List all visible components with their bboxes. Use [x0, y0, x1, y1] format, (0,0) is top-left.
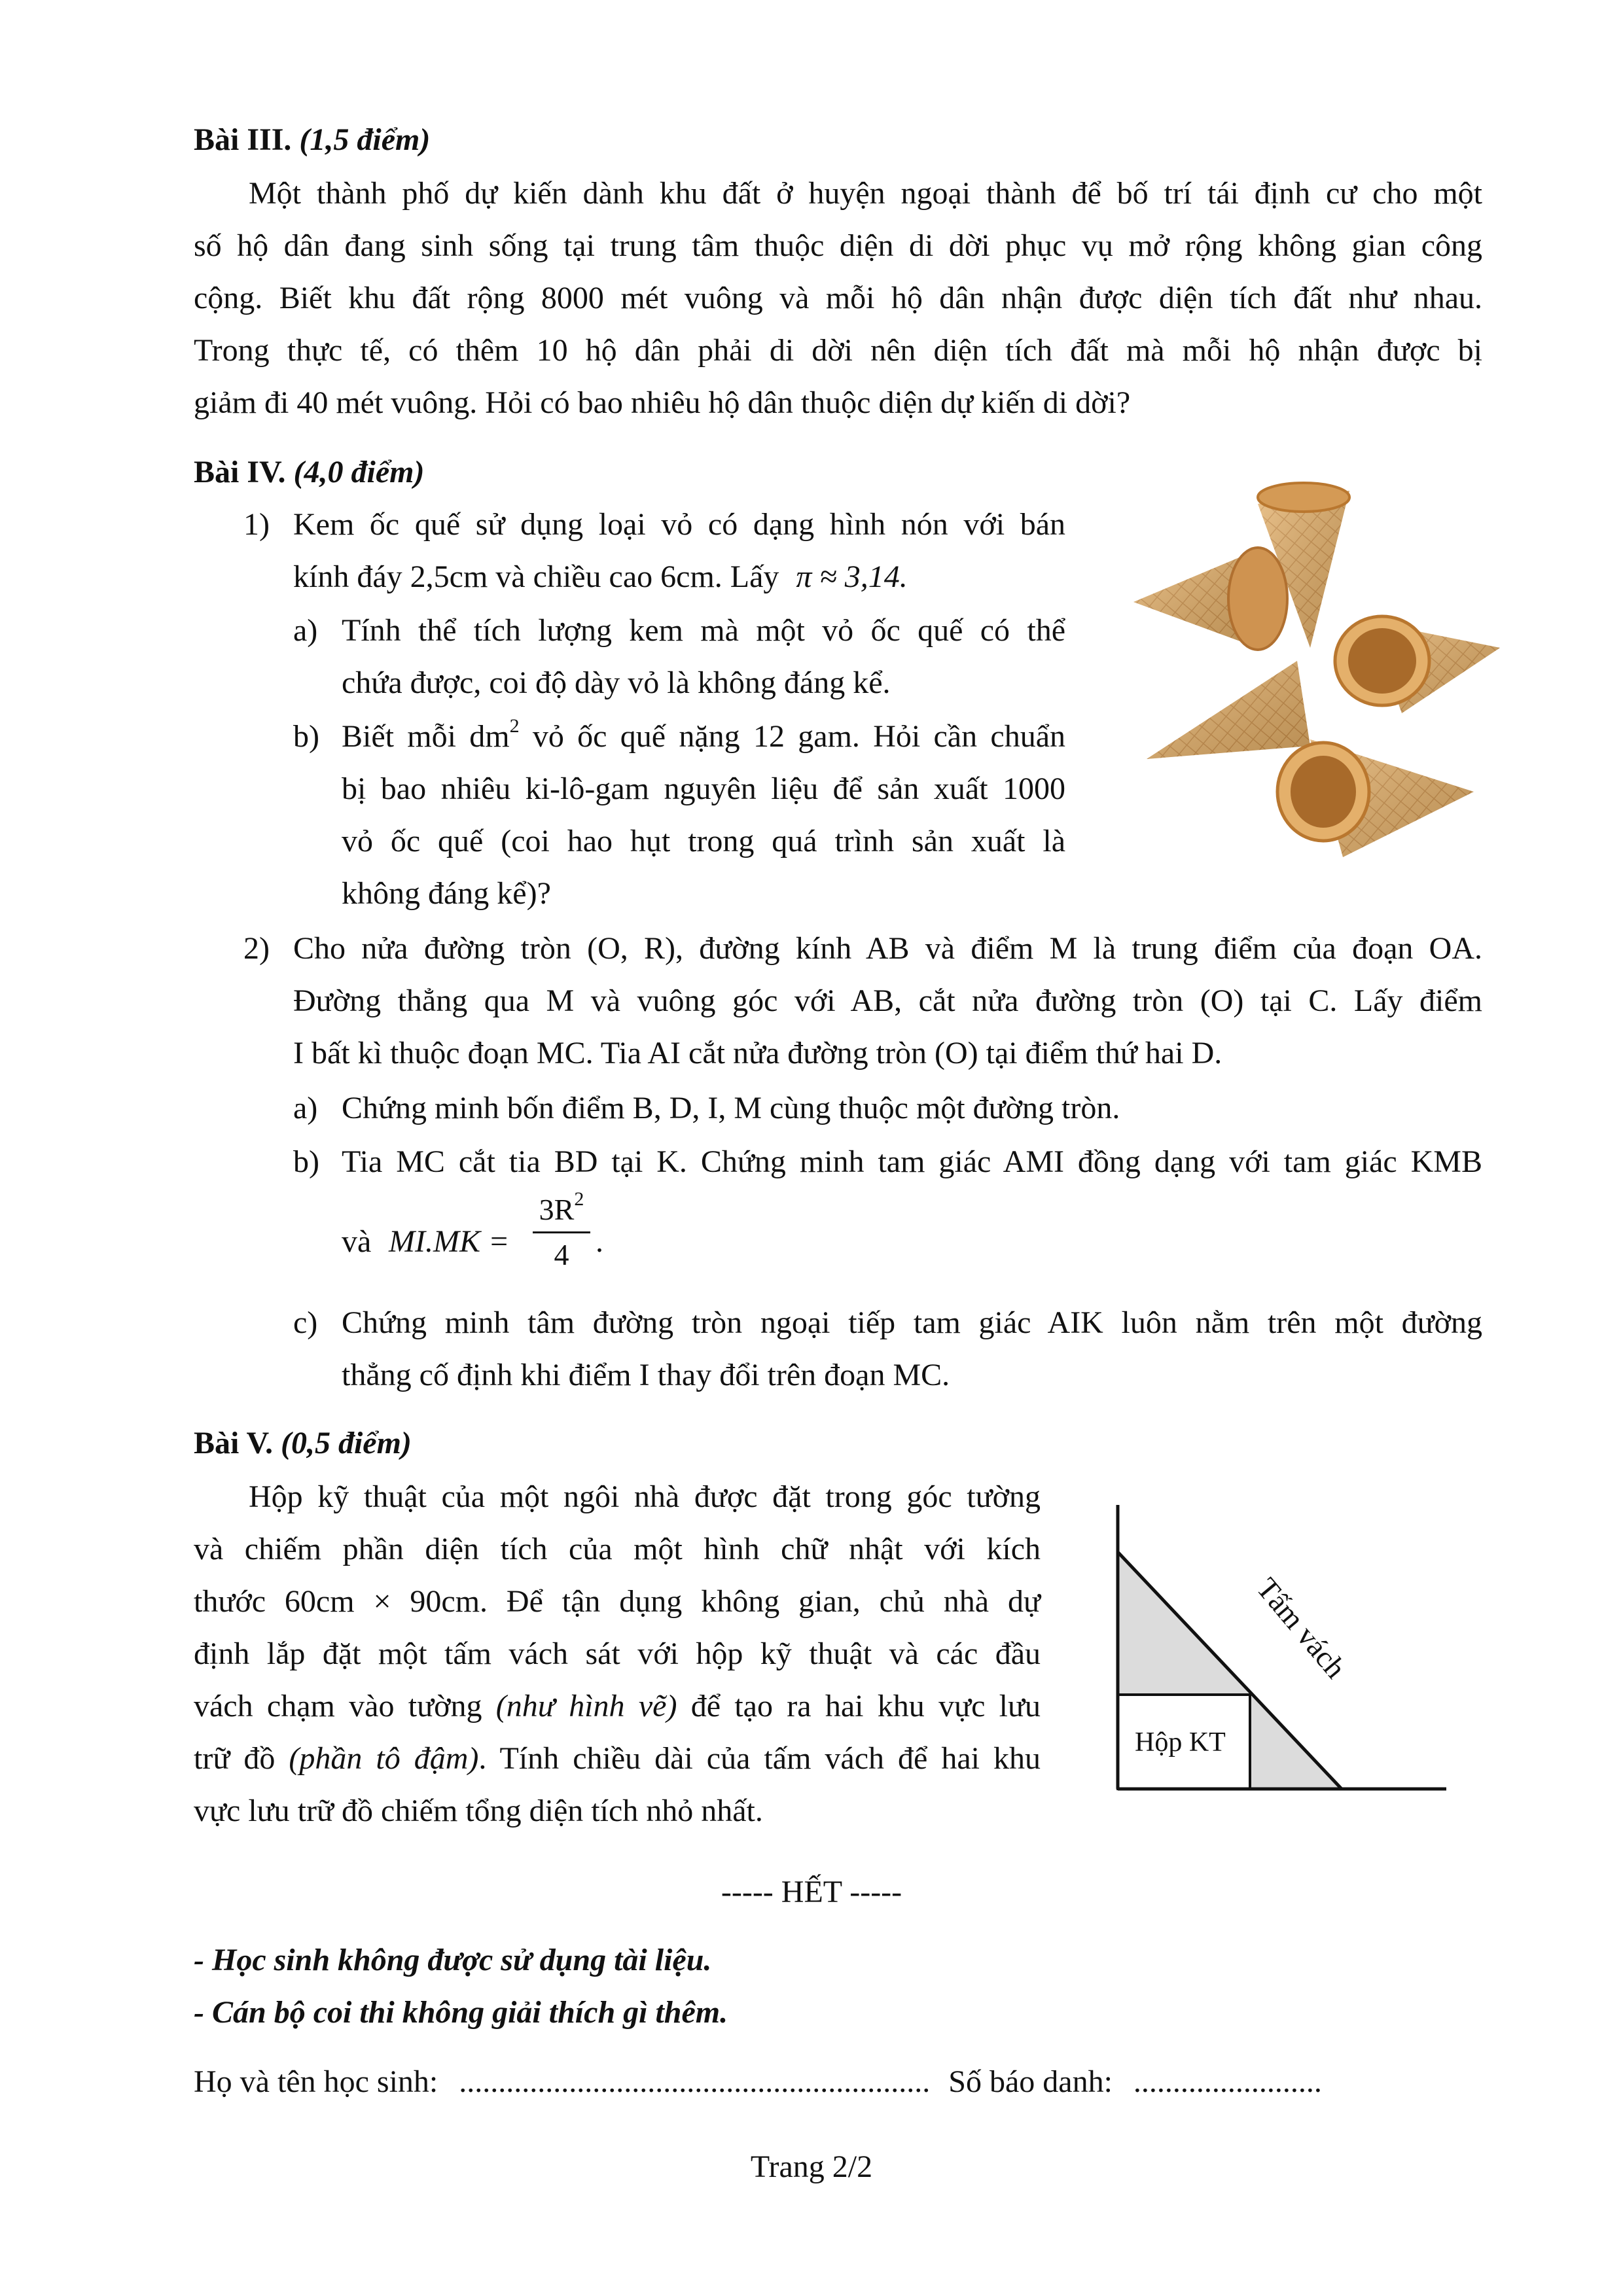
- bai4-p1b-line-3: vỏ ốc quế (coi hao hụt trong quá trình sản xuất là: [342, 824, 1065, 858]
- bai4-p2a-label: a): [293, 1091, 318, 1125]
- bai4-p2c-line-1: Chứng minh tâm đường tròn ngoại tiếp tam giác AIK luôn nằm trên một đường: [342, 1305, 1482, 1340]
- bai4-p1b-line-1-post: vỏ ốc quế nặng 12 gam. Hỏi cần chuẩn: [519, 719, 1066, 754]
- bai5-see-figure: (như hình vẽ): [495, 1689, 677, 1723]
- bai5-line-3: thước 60cm × 90cm. Để tận dụng không gian, chủ nhà dự: [194, 1584, 1041, 1619]
- storage-wall-figure: [1099, 1492, 1466, 1806]
- bai4-p2c-label: c): [293, 1305, 318, 1340]
- page-number: Trang 2/2: [750, 2149, 873, 2184]
- bai5-line-5: vách chạm vào tường (như hình vẽ) để tạo ra hai khu vực lưu: [194, 1689, 1041, 1723]
- bai4-p1-number: 1): [243, 507, 270, 542]
- ice-cream-cones-image: [1094, 451, 1526, 883]
- bai3-line-1: Một thành phố dự kiến dành khu đất ở huyện ngoại thành để bố trí tái định cư cho một: [249, 176, 1482, 211]
- bai4-p2-number: 2): [243, 931, 270, 966]
- bai3-line-4: Trong thực tế, có thêm 10 hộ dân phải di dời nên diện tích đất mà mỗi hộ nhận được bị: [194, 333, 1482, 368]
- bai5-heading-row: [194, 1424, 412, 1463]
- bai4-p2c-line-2: thẳng cố định khi điểm I thay đổi trên đoạn MC.: [342, 1358, 950, 1392]
- bai4-p1b-line-2: bị bao nhiêu ki-lô-gam nguyên liệu để sản xuất 1000: [342, 771, 1065, 806]
- fraction-bar: [533, 1231, 590, 1233]
- cone-left: [1133, 548, 1287, 650]
- bai5-line-2: và chiếm phần diện tích của một hình chữ nhật với kích: [194, 1532, 1041, 1566]
- bai5-heading: Bài V.: [194, 1426, 273, 1460]
- bai4-p1b-line-4: không đáng kể)?: [342, 876, 551, 911]
- bai4-p1b-line-1-pre: Biết mỗi dm: [342, 719, 510, 754]
- bai4-p1b-line-1: [342, 717, 1065, 756]
- candidate-number-field[interactable]: ........................: [1133, 2064, 1322, 2099]
- end-marker: ----- HẾT -----: [721, 1875, 902, 1909]
- bai5-line-1: Hộp kỹ thuật của một ngôi nhà được đặt trong góc tường: [249, 1479, 1041, 1514]
- bai4-p2b-and: và: [342, 1224, 372, 1259]
- bai3-heading: Bài III.: [194, 122, 292, 157]
- bai4-points: (4,0 điểm): [293, 455, 425, 489]
- bai4-p1-line-2-text: kính đáy 2,5cm và chiều cao 6cm. Lấy: [293, 559, 779, 594]
- cone-bottom-left: [1147, 661, 1310, 759]
- student-info-row: [194, 2062, 1482, 2102]
- bai4-p2-line-3: I bất kì thuộc đoạn MC. Tia AI cắt nửa đường tròn (O) tại điểm thứ hai D.: [293, 1036, 1222, 1070]
- bai4-p2-line-2: Đường thẳng qua M và vuông góc với AB, cắt nửa đường tròn (O) tại C. Lấy điểm: [293, 983, 1482, 1018]
- bai5-line-4: định lắp đặt một tấm vách sát với hộp kỹ thuật và các đầu: [194, 1636, 1041, 1671]
- bai4-p1a-line-1: Tính thể tích lượng kem mà một vỏ ốc quế có thể: [342, 613, 1065, 648]
- fraction-numerator: $3R^2$: [539, 1188, 584, 1226]
- pi-approx: π ≈ 3,14.: [796, 559, 908, 594]
- cone-right: [1335, 616, 1500, 713]
- bai4-p2b-text: Tia MC cắt tia BD tại K. Chứng minh tam giác AMI đồng dạng với tam giác KMB: [342, 1144, 1482, 1179]
- bai4-p1-line-1: Kem ốc quế sử dụng loại vỏ có dạng hình nón với bán: [293, 507, 1065, 542]
- bai4-p1a-label: a): [293, 613, 318, 648]
- bai4-p2b-dot: .: [596, 1224, 603, 1259]
- bai5-line-6: trữ đồ (phần tô đậm). Tính chiều dài của tấm vách để hai khu: [194, 1741, 1041, 1776]
- bai4-p2b-expr: MI.MK =: [389, 1224, 510, 1259]
- dm2-superscript: 2: [509, 715, 520, 737]
- bai3-line-5: giảm đi 40 mét vuông. Hỏi có bao nhiêu hộ dân thuộc diện dự kiến di dời?: [194, 385, 1131, 420]
- bai4-p1a-line-2: chứa được, coi độ dày vỏ là không đáng kể.: [342, 665, 891, 700]
- student-name-label: Họ và tên học sinh:: [194, 2064, 438, 2099]
- bai4-p2b-label: b): [293, 1144, 319, 1179]
- bai4-p1b-label: b): [293, 719, 319, 754]
- candidate-number-label: Số báo danh:: [948, 2064, 1113, 2099]
- bai3-heading-row: [194, 120, 430, 160]
- wall-label: Tấm vách: [1250, 1571, 1353, 1685]
- bai4-heading: Bài IV.: [194, 455, 286, 489]
- fraction-3r2-over-4: [529, 1188, 594, 1273]
- bai5-points: (0,5 điểm): [280, 1426, 412, 1460]
- bai4-p1-line-2: [293, 557, 908, 597]
- student-name-field[interactable]: ............................................................: [459, 2064, 931, 2099]
- cone-front: [1277, 739, 1474, 857]
- note-no-materials: - Học sinh không được sử dụng tài liệu.: [194, 1943, 712, 1977]
- bai5-line-7: vực lưu trữ đồ chiếm tổng diện tích nhỏ nhất.: [194, 1793, 763, 1828]
- fraction-denominator: 4: [554, 1237, 569, 1271]
- bai4-p2a-text: Chứng minh bốn điểm B, D, I, M cùng thuộc một đường tròn.: [342, 1091, 1120, 1125]
- box-label: Hộp KT: [1135, 1727, 1226, 1757]
- bai5-shaded-note: (phần tô đậm): [289, 1741, 479, 1776]
- bai3-line-3: cộng. Biết khu đất rộng 8000 mét vuông và mỗi hộ dân nhận được diện tích đất như nhau.: [194, 281, 1482, 315]
- note-no-explanation: - Cán bộ coi thi không giải thích gì thêm.: [194, 1995, 728, 2030]
- bai4-heading-row: [194, 453, 424, 492]
- bai3-points: (1,5 điểm): [299, 122, 431, 157]
- bai3-line-2: số hộ dân đang sinh sống tại trung tâm thuộc diện di dời phục vụ mở rộng không gian công: [194, 228, 1482, 263]
- bai4-p2-line-1: Cho nửa đường tròn (O, R), đường kính AB và điểm M là trung điểm của đoạn OA.: [293, 931, 1482, 966]
